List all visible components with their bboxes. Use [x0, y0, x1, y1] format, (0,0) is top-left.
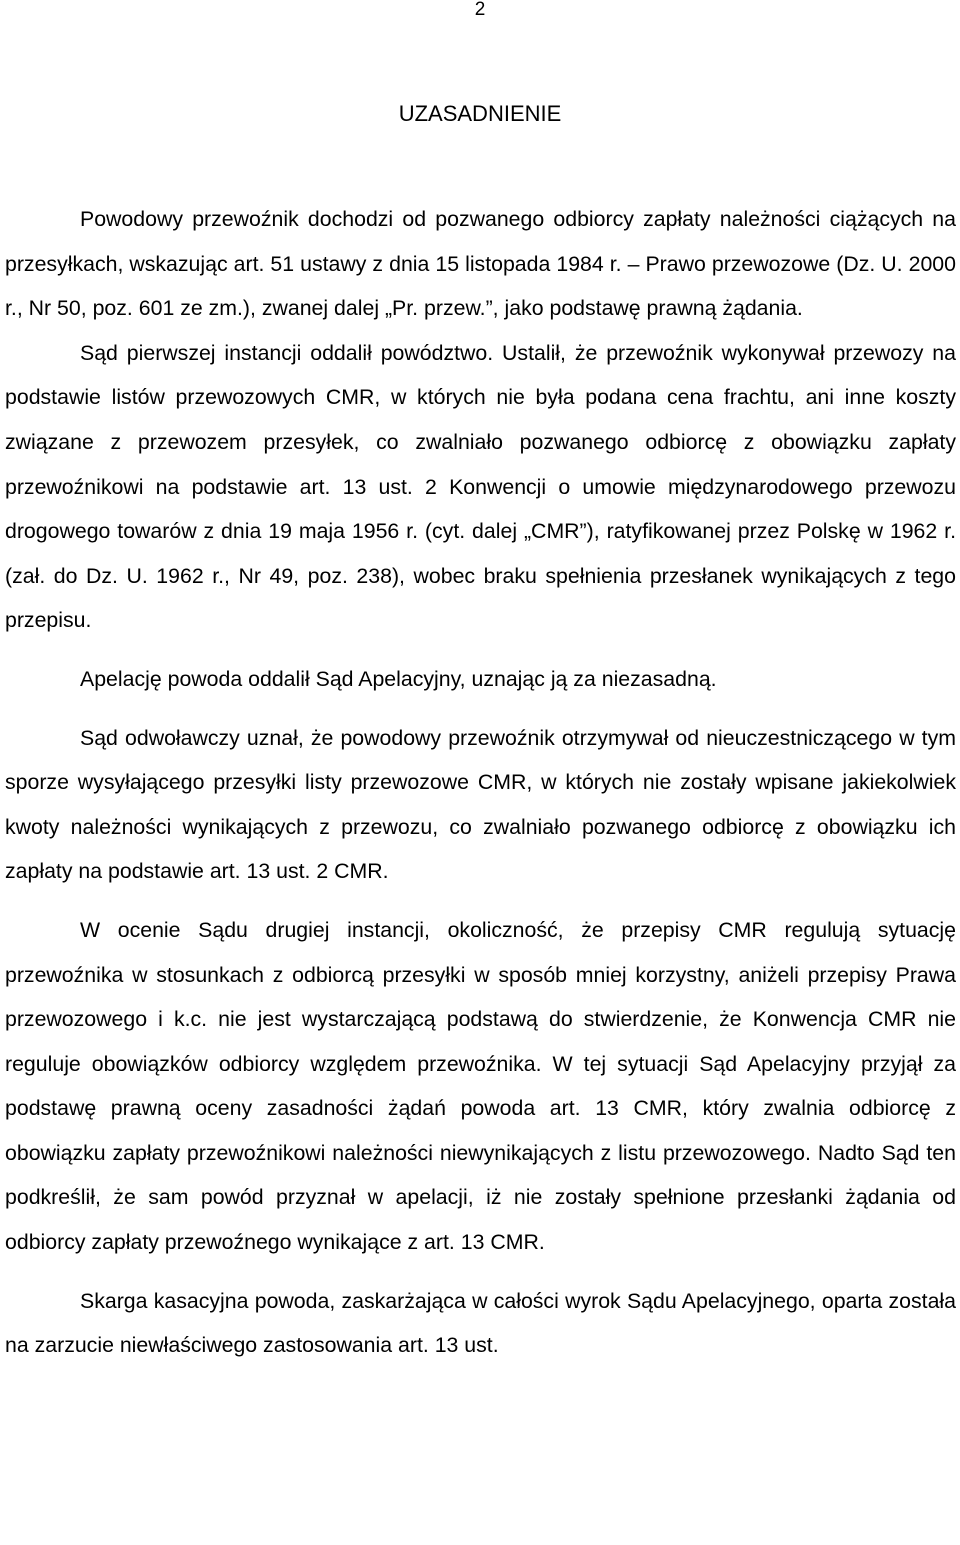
paragraph-second-instance-assessment: W ocenie Sądu drugiej instancji, okoliczność, że przepisy CMR regulują sytuację przewoźnika w stosunkach z odbiorcą przesyłki w sposób mniej korzystny, aniżeli przepisy Prawa przewozowego i k.c. nie jest wystarczającą podstawą do stwierdzenie, że Konwencja CMR nie reguluje obowiązków odbiorcy względem przewoźnika. W tej sytuacji Sąd Apelacyjny przyjął za podstawę prawną oceny zasadności żądań powoda art. 13 CMR, który zwalnia odbiorcę z obowiązku zapłaty przewoźnikowi należności niewynikających z listu przewozowego. Nadto Sąd ten podkreślił, że sam powód przyznał w apelacji, iż nie zostały spełnione przesłanki żądania od odbiorcy zapłaty przewoźnego wynikające z art. 13 CMR.: [5, 917, 956, 1255]
document-body: [5, 197, 956, 1368]
paragraph-cassation: Skarga kasacyjna powoda, zaskarżająca w całości wyrok Sądu Apelacyjnego, oparta została na zarzucie niewłaściwego zastosowania art. 13 ust.: [5, 1288, 956, 1358]
paragraph-claim: Powodowy przewoźnik dochodzi od pozwanego odbiorcy zapłaty należności ciążących na przesyłkach, wskazując art. 51 ustawy z dnia 15 listopada 1984 r. – Prawo przewozowe (Dz. U. 2000 r., Nr 50, poz. 601 ze zm.), zwanej dalej „Pr. przew.”, jako podstawę prawną żądania.: [5, 207, 956, 321]
paragraph-first-instance: Sąd pierwszej instancji oddalił powództwo. Ustalił, że przewoźnik wykonywał przewozy na podstawie listów przewozowych CMR, w których nie była podana cena frachtu, ani inne koszty związane z przewozem przesyłek, co zwalniało pozwanego odbiorcę z obowiązku zapłaty przewoźnikowi na podstawie art. 13 ust. 2 Konwencji o umowie międzynarodowego przewozu drogowego towarów z dnia 19 maja 1956 r. (cyt. dalej „CMR”), ratyfikowanej przez Polskę w 1962 r. (zał. do Dz. U. 1962 r., Nr 49, poz. 238), wobec braku spełnienia przesłanek wynikających z tego przepisu.: [5, 340, 956, 633]
paragraph-appellate-court: Sąd odwoławczy uznał, że powodowy przewoźnik otrzymywał od nieuczestniczącego w tym sporze wysyłającego przesyłki listy przewozowe CMR, w których nie zostały wpisane jakiekolwiek kwoty należności wynikających z przewozu, co zwalniało pozwanego odbiorcę z obowiązku ich zapłaty na podstawie art. 13 ust. 2 CMR.: [5, 725, 956, 884]
paragraph-appeal: Apelację powoda oddalił Sąd Apelacyjny, uznając ją za niezasadną.: [80, 666, 717, 691]
page-number: 2: [474, 0, 486, 20]
document-heading: UZASADNIENIE: [398, 101, 562, 126]
